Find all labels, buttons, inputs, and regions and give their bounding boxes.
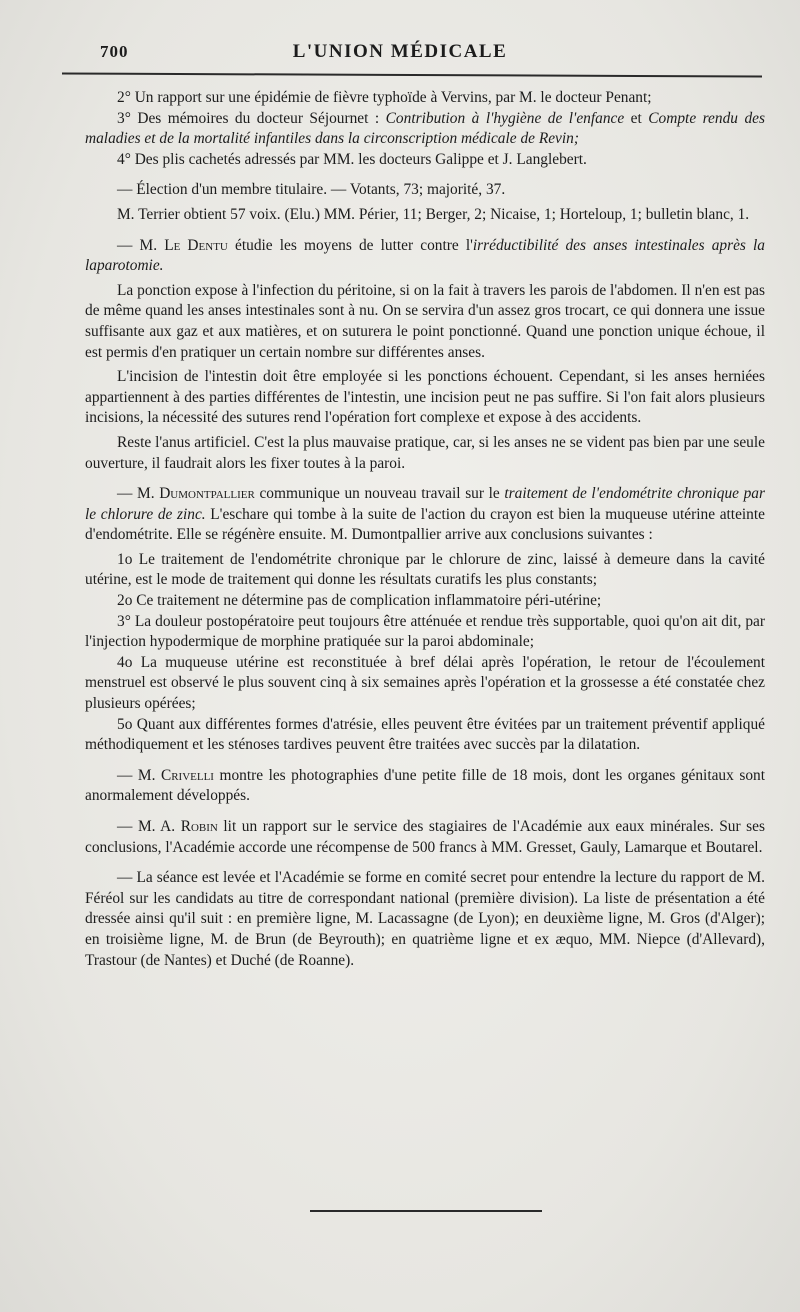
italic-title: irréductibilité des anses intestinales après la laparotomie. bbox=[85, 236, 765, 275]
paragraph-incision: L'incision de l'intestin doit être employée si les ponctions échouent. Cependant, si les anses herniées appartiennent à des parties différentes de l'intestin, une incision peut ne pas suffire. Si l'on fait alors plusieurs incisions, la nécessité des sutures rend l'opération fort complexe et expose à des accidents. bbox=[85, 368, 765, 427]
section-end-rule bbox=[310, 1210, 542, 1212]
conclusion-item: 1o Le traitement de l'endométrite chronique par le chlorure de zinc, laissé à demeure dans la cavité utérine, est le mode de traitement qui donne les résultats curatifs les plus constants; bbox=[85, 550, 765, 589]
italic-title: traitement de l'endométrite chronique par le chlorure de zinc. bbox=[85, 485, 765, 523]
conclusion-item: 5o Quant aux différentes formes d'atrésie, elles peuvent être évitées par un traitement préventif appliqué méthodiquement et les sténoses tardives peuvent être traitées avec succès par la dilatation. bbox=[85, 715, 765, 754]
conclusion-item: 2o Ce traitement ne détermine pas de complication inflammatoire péri-utérine; bbox=[117, 592, 602, 610]
paragraph-robin bbox=[85, 817, 765, 858]
header-rule bbox=[62, 72, 762, 77]
paragraph-dumontpallier bbox=[85, 484, 765, 546]
text-run: et bbox=[624, 109, 649, 127]
text-run: — M. bbox=[117, 485, 160, 503]
page-number: 700 bbox=[100, 42, 129, 61]
paragraph-sealed-letters: 4° Des plis cachetés adressés par MM. les docteurs Galippe et J. Langlebert. bbox=[117, 150, 587, 168]
italic-title: Contribution à l'hygiène de l'enfance bbox=[385, 109, 625, 127]
paragraph-crivelli bbox=[85, 766, 765, 807]
text-run: — M. A. bbox=[117, 818, 181, 835]
text-run: lit un rapport sur le service des stagiaires de l'Académie aux eaux minérales. Sur ses conclusions, l'Académie accorde une récompense de 500 francs à MM. Gresset, Gauly, Lamarque et Boutarel. bbox=[85, 818, 765, 856]
paragraph-le-dentu bbox=[85, 236, 765, 277]
italic-title: Compte rendu des maladies et de la mortalité infantiles dans la circonscription médicale de Revin; bbox=[85, 109, 765, 148]
text-run: — M. bbox=[117, 236, 165, 254]
text-run: étudie les moyens de lutter contre l' bbox=[227, 236, 473, 254]
journal-title: L'UNION MÉDICALE bbox=[292, 41, 508, 62]
author-name: Dumontpallier bbox=[159, 485, 255, 503]
author-name: Le Dentu bbox=[164, 236, 228, 254]
text-run: — M. bbox=[117, 766, 161, 784]
text-run: L'eschare qui tombe à la suite de l'action du crayon est bien la muqueuse utérine atteinte d'endométrite. Elle se régénère ensuite. M. Dumontpallier arrive aux conclusions suivantes : bbox=[85, 505, 765, 544]
author-name: Robin bbox=[180, 818, 218, 835]
article-body bbox=[85, 88, 765, 975]
text-run: 3° Des mémoires du docteur Séjournet : bbox=[117, 109, 386, 127]
conclusion-item: 4o La muqueuse utérine est reconstituée à bref délai après l'opération, le retour de l'écoulement menstruel est observé le plus souvent cinq à six semaines après l'opération et la grossesse a été constatée chez plusieurs opérées; bbox=[85, 653, 765, 713]
conclusion-item: 3° La douleur postopératoire peut toujours être atténuée et rendue très supportable, quoi qu'on ait dit, par l'injection hypodermique de morphine pratiquée sur la paroi abdominale; bbox=[85, 612, 765, 651]
paragraph-election-results: M. Terrier obtient 57 voix. (Elu.) MM. Périer, 11; Berger, 2; Nicaise, 1; Horteloup, 1; bulletin blanc, 1. bbox=[117, 205, 750, 223]
paragraph-sejournet-memoirs bbox=[85, 109, 765, 150]
text-run: montre les photographies d'une petite fille de 18 mois, dont les organes génitaux sont anormalement développés. bbox=[85, 766, 765, 805]
paragraph-election: — Élection d'un membre titulaire. — Votants, 73; majorité, 37. bbox=[117, 181, 506, 199]
paragraph-anus-artificiel: Reste l'anus artificiel. C'est la plus mauvaise pratique, car, si les anses ne se vident pas bien par une seule ouverture, il faudrait alors les fixer toutes à la paroi. bbox=[85, 433, 765, 472]
author-name: Crivelli bbox=[160, 766, 214, 784]
paragraph-ponction: La ponction expose à l'infection du péritoine, si on la fait à travers les parois de l'abdomen. Il n'en est pas de même quand les anses intestinales sont à nu. On se servira d'un assez gros trocart, ce qui donnera une issue suffisante aux gaz et aux matières, et on suturera le point ponctionné. Quand une ponction unique échoue, il est permis d'en pratiquer un certain nombre sur différentes anses. bbox=[85, 281, 765, 361]
paragraph-typhoid-report: 2° Un rapport sur une épidémie de fièvre typhoïde à Vervins, par M. le docteur Penant; bbox=[117, 89, 652, 106]
paragraph-comite-secret: — La séance est levée et l'Académie se forme en comité secret pour entendre la lecture du rapport de M. Féréol sur les candidats au titre de correspondant national (première division). La liste de présentation a été dressée ainsi qu'il suit : en première ligne, M. Lacassagne (de Lyon); en deuxième ligne, M. Gros (d'Alger); en troisième ligne, M. de Brun (de Beyrouth); en quatrième ligne et ex æquo, MM. Niepce (d'Allevard), Trastour (de Nantes) et Duché (de Roanne). bbox=[85, 869, 765, 969]
text-run: communique un nouveau travail sur le bbox=[254, 485, 505, 503]
